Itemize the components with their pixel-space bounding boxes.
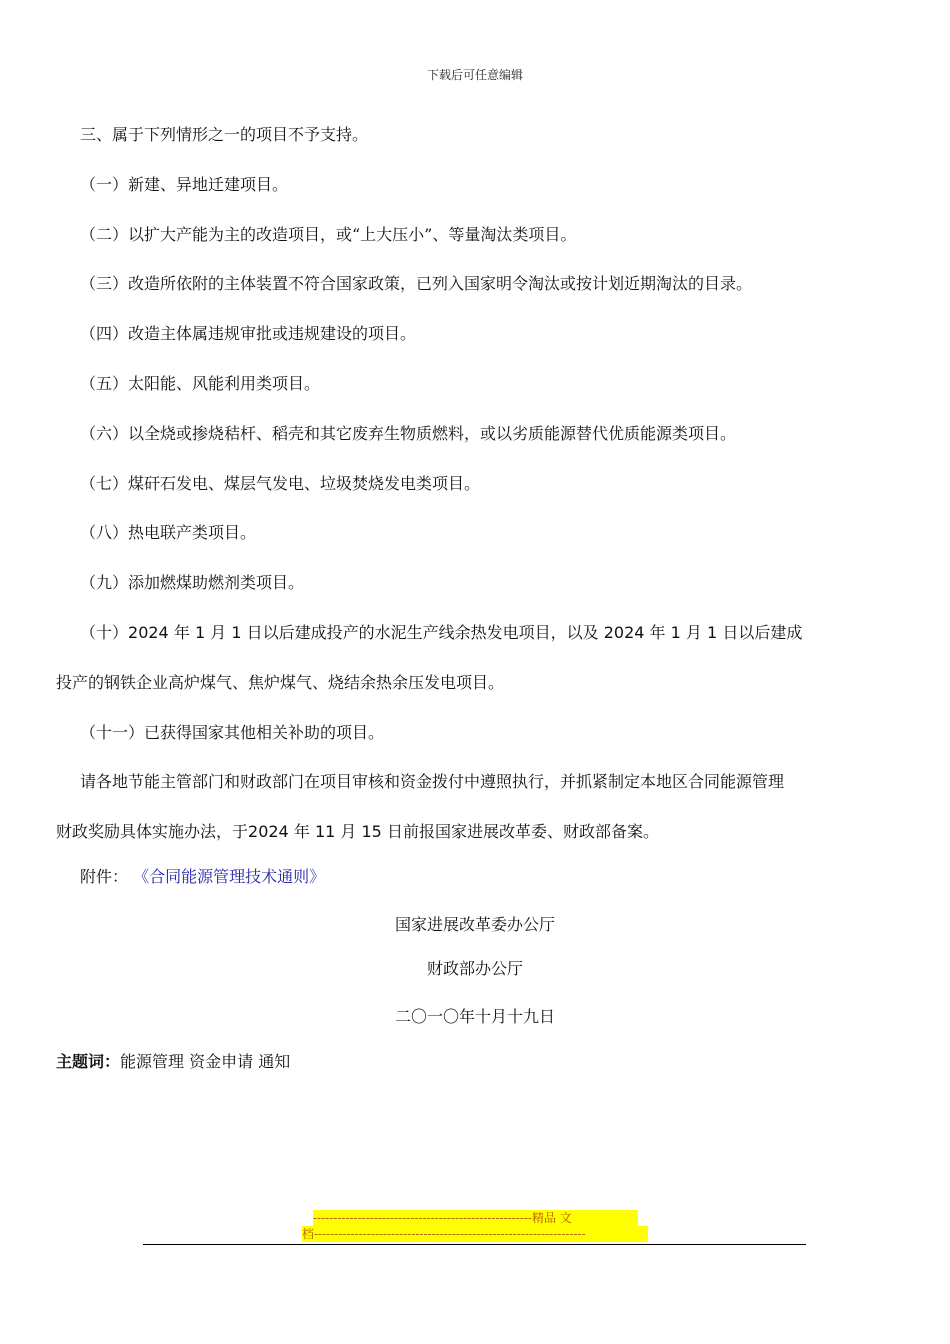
signature-org-1: 国家进展改革委办公厅 — [394, 915, 555, 934]
list-item-7: （七）煤矸石发电、煤层气发电、垃圾焚烧发电类项目。 — [80, 474, 481, 493]
attachment-line — [80, 852, 920, 902]
subject-label: 主题词： — [56, 1052, 121, 1071]
subject-keywords — [56, 1047, 290, 1077]
list-item-11: （十一）已获得国家其他相关补助的项目。 — [80, 723, 385, 742]
day-number: 1 — [707, 623, 718, 642]
closing-paragraph: 请各地节能主管部门和财政部门在项目审核和资金拨付中遵照执行，并抓紧制定本地区合同能源管理 — [80, 772, 785, 791]
paragraph-section-three: 三、属于下列情形之一的项目不予支持。 — [80, 125, 369, 144]
month-number: 1 — [194, 623, 206, 642]
text-run: 日以后建成 — [722, 623, 803, 642]
day-number: 1 — [231, 623, 242, 642]
footer-highlight-line-1: ------------------------------------------------------精品 文 — [313, 1210, 638, 1226]
year-number: 2024 — [128, 623, 169, 642]
list-item-10 — [80, 608, 920, 658]
list-item-4: （四）改造主体属违规审批或违规建设的项目。 — [80, 324, 417, 343]
text-run: 日以后建成投产的水泥生产线余热发电项目，以及 — [246, 623, 599, 642]
text-run: 年 — [173, 623, 190, 642]
text-run: 月 — [685, 623, 702, 642]
text-run: 月 — [340, 822, 357, 841]
text-run: （十） — [80, 623, 129, 642]
page-header: 下载后可任意编辑 — [426, 68, 523, 82]
text-run: 年 — [293, 822, 310, 841]
text-run: 年 — [649, 623, 666, 642]
year-number: 2024 — [248, 822, 289, 841]
day-number: 15 — [361, 822, 382, 841]
list-item-10-continued: 投产的钢铁企业高炉煤气、焦炉煤气、烧结余热余压发电项目。 — [56, 673, 505, 692]
year-number: 2024 — [603, 623, 645, 642]
text-run: 日前报国家进展改革委、财政部备案。 — [386, 822, 659, 841]
signature-date: 二〇一〇年十月十九日 — [394, 1007, 555, 1026]
attachment-link[interactable]: 《合同能源管理技术通则》 — [133, 867, 326, 886]
month-number: 11 — [314, 822, 336, 841]
list-item-8: （八）热电联产类项目。 — [80, 523, 257, 542]
signature-org-2: 财政部办公厅 — [426, 959, 523, 978]
list-item-9: （九）添加燃煤助燃剂类项目。 — [80, 573, 305, 592]
list-item-6: （六）以全烧或掺烧秸杆、稻壳和其它废弃生物质燃料，或以劣质能源替代优质能源类项目。 — [80, 424, 737, 443]
list-item-2: （二）以扩大产能为主的改造项目，或“上大压小”、等量淘汰类项目。 — [80, 225, 577, 244]
list-item-5: （五）太阳能、风能利用类项目。 — [80, 374, 321, 393]
text-run: 财政奖励具体实施办法，于 — [56, 822, 249, 841]
month-number: 1 — [670, 623, 681, 642]
list-item-3: （三）改造所依附的主体装置不符合国家政策，已列入国家明令淘汰或按计划近期淘汰的目录。 — [80, 274, 753, 293]
list-item-1: （一）新建、异地迁建项目。 — [80, 175, 289, 194]
closing-paragraph-continued — [56, 807, 896, 857]
attachment-label: 附件： — [80, 867, 129, 886]
footer-divider — [143, 1244, 806, 1245]
text-run: 月 — [210, 623, 227, 642]
subject-text: 能源管理 资金申请 通知 — [120, 1052, 291, 1071]
footer-highlight-line-2: 档------------------------------------------------------------------- — [302, 1226, 648, 1242]
